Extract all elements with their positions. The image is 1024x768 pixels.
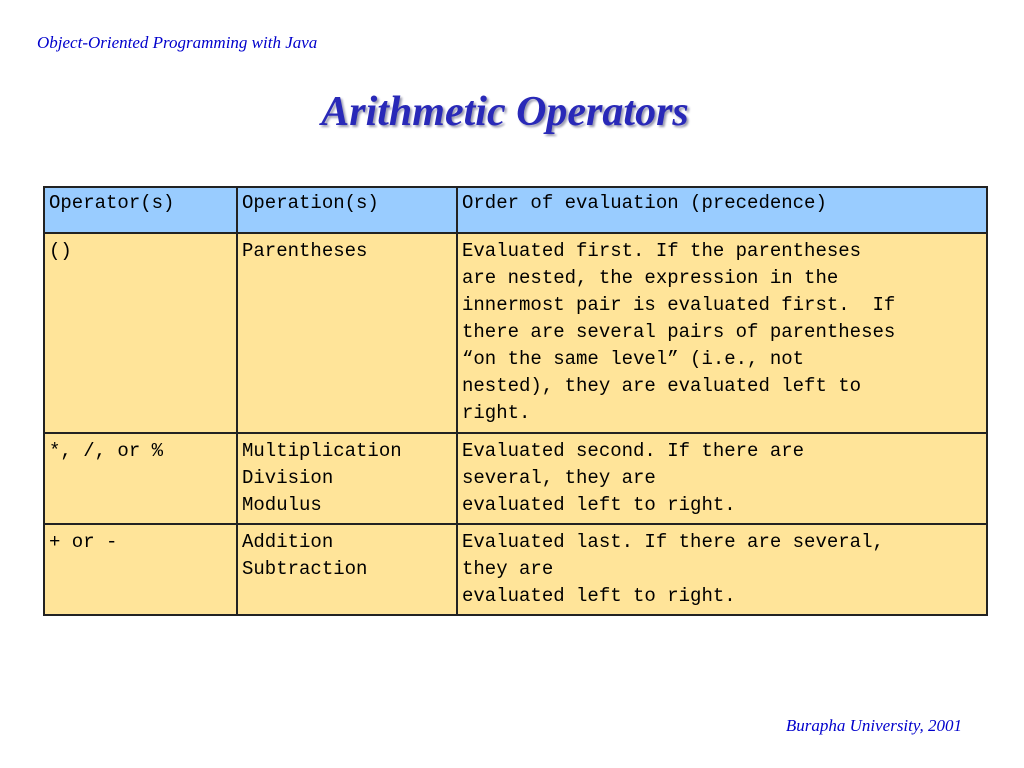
order-cell bbox=[457, 233, 987, 433]
table-row bbox=[44, 433, 987, 524]
operator-cell: *, /, or % bbox=[44, 433, 237, 524]
order-line: innermost pair is evaluated first. If bbox=[462, 294, 896, 316]
operator-cell: () bbox=[44, 233, 237, 433]
order-line: Evaluated first. If the parentheses bbox=[462, 240, 862, 262]
slide-title: Arithmetic Operators bbox=[321, 89, 689, 135]
table-header-row bbox=[44, 187, 987, 233]
operator-cell: + or - bbox=[44, 524, 237, 615]
order-cell bbox=[457, 524, 987, 615]
order-line: they are bbox=[462, 558, 554, 580]
order-line: evaluated left to right. bbox=[462, 585, 736, 607]
table-row bbox=[44, 233, 987, 433]
operation-cell bbox=[237, 433, 457, 524]
operation-cell bbox=[237, 233, 457, 433]
operation-line: Addition bbox=[242, 531, 334, 553]
operation-cell bbox=[237, 524, 457, 615]
order-line: nested), they are evaluated left to bbox=[462, 375, 862, 397]
course-header: Object-Oriented Programming with Java bbox=[37, 33, 318, 52]
order-line: “on the same level” (i.e., not bbox=[462, 348, 805, 370]
header-operations: Operation(s) bbox=[237, 187, 457, 233]
operators-table bbox=[43, 186, 988, 616]
order-line: Evaluated second. If there are bbox=[462, 440, 805, 462]
order-line: there are several pairs of parentheses bbox=[462, 321, 896, 343]
header-operators: Operator(s) bbox=[44, 187, 237, 233]
order-line: right. bbox=[462, 402, 531, 424]
operation-line: Multiplication bbox=[242, 440, 402, 462]
operation-line: Modulus bbox=[242, 494, 322, 516]
order-line: several, they are bbox=[462, 467, 656, 489]
operation-line: Division bbox=[242, 467, 334, 489]
operation-line: Subtraction bbox=[242, 558, 368, 580]
university-footer: Burapha University, 2001 bbox=[785, 716, 962, 735]
header-order: Order of evaluation (precedence) bbox=[457, 187, 987, 233]
order-cell bbox=[457, 433, 987, 524]
table-row bbox=[44, 524, 987, 615]
order-line: Evaluated last. If there are several, bbox=[462, 531, 884, 553]
order-line: evaluated left to right. bbox=[462, 494, 736, 516]
order-line: are nested, the expression in the bbox=[462, 267, 839, 289]
operation-line: Parentheses bbox=[242, 240, 368, 262]
